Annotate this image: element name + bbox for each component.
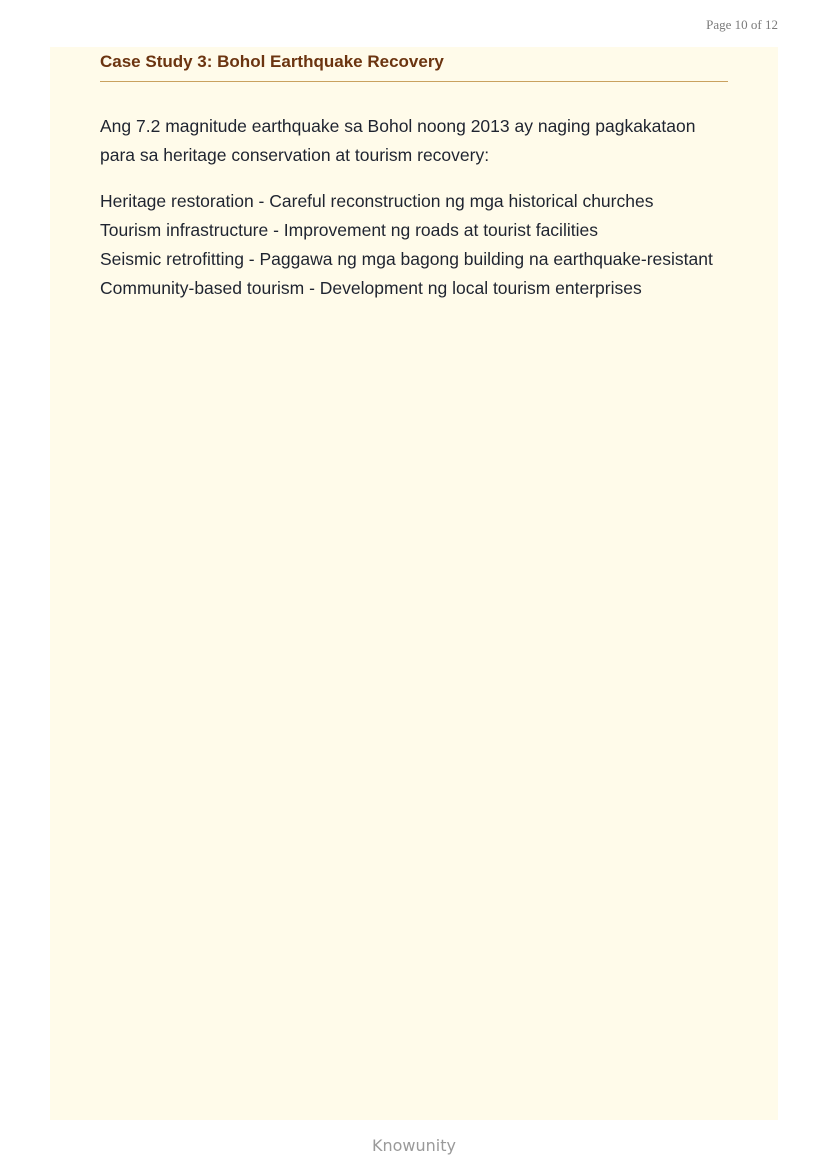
list-item: Tourism infrastructure - Improvement ng roads at tourist facilities bbox=[100, 220, 598, 240]
page-number: Page 10 of 12 bbox=[706, 17, 778, 32]
list-item: Heritage restoration - Careful reconstruction ng mga historical churches bbox=[100, 191, 654, 211]
content-panel bbox=[50, 47, 778, 1120]
footer-brand: Knowunity bbox=[372, 1136, 456, 1155]
section-intro: Ang 7.2 magnitude earthquake sa Bohol noong 2013 ay naging pagkakataon para sa heritage conservation at tourism recovery: bbox=[100, 116, 696, 165]
list-item: Seismic retrofitting - Paggawa ng mga bagong building na earthquake-resistant bbox=[100, 249, 713, 269]
recovery-list bbox=[100, 187, 728, 303]
section-title: Case Study 3: Bohol Earthquake Recovery bbox=[100, 51, 728, 82]
list-item: Community-based tourism - Development ng local tourism enterprises bbox=[100, 278, 642, 298]
section-content bbox=[100, 47, 728, 303]
